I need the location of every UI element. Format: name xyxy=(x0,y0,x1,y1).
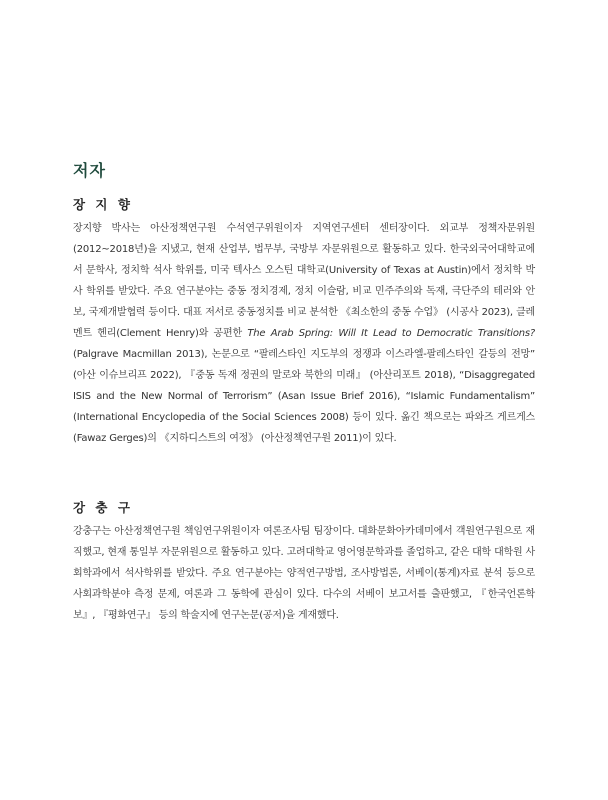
author-bio-text: 장지향 박사는 아산정책연구원 수석연구위원이자 지역연구센터 센터장이다. 외교부 정책자문위원(2012~2018년)을 지냈고, 현재 산업부, 법무부, 국방부 자문위원으로 활동하고 있다. 한국외국어대학교에서 문학사, 정치학 석사 학위를, 미국 텍사스 오스틴 대학교(University of Texas at Austin)에서 정치학 박사 학위를 받았다. 주요 연구분야는 중동 정치경제, 정치 이슬람, 비교 민주주의와 독재, 극단주의 테러와 안보, 국제개발협력 등이다. 대표 저서로 중동정치를 비교 분석한 《최소한의 중동 수업》 (시공사 2023), 클레멘트 헨리(Clement Henry)와 공편한 xyxy=(73,223,535,339)
author-name: 강 충 구 xyxy=(73,500,133,515)
author-bio xyxy=(73,521,535,626)
book-title-italic: The Arab Spring: Will It Lead to Democratic Transitions? xyxy=(247,328,536,339)
author-bio xyxy=(73,218,535,449)
author-bio-text: 강충구는 아산정책연구원 책임연구위원이자 여론조사팀 팀장이다. 대화문화아카데미에서 객원연구원으로 재직했고, 현재 통일부 자문위원으로 활동하고 있다. 고려대학교 영어영문학과를 졸업하고, 같은 대학 대학원 사회학과에서 석사학위를 받았다. 주요 연구분야는 양적연구방법, 조사방법론, 서베이(통계)자료 분석 등으로 사회과학분야 측정 문제, 여론과 그 동학에 관심이 있다. 다수의 서베이 보고서를 출판했고, 『한국언론학보』, 『평화연구』 등의 학술지에 연구논문(공저)을 게재했다. xyxy=(73,526,535,621)
author-entry xyxy=(73,196,535,449)
author-name: 장 지 향 xyxy=(73,197,133,212)
section-title: 저자 xyxy=(73,161,106,180)
author-bio-text: (Palgrave Macmillan 2013), 논문으로 “팔레스타인 지도부의 정쟁과 이스라엘-팔레스타인 갈등의 전망” (아산 이슈브리프 2022), 『중동 독재 정권의 말로와 북한의 미래』 (아산리포트 2018), “Disaggregated ISIS and the New Normal of Terrorism” (Asan Issue Brief 2016), “Islamic Fundamentalism” (International Encyclopedia of the Social Sciences 2008) 등이 있다. 옮긴 책으로는 파와즈 게르게스(Fawaz Gerges)의 《지하디스트의 여정》 (아산정책연구원 2011)이 있다. xyxy=(73,349,535,444)
author-entry xyxy=(73,499,535,626)
